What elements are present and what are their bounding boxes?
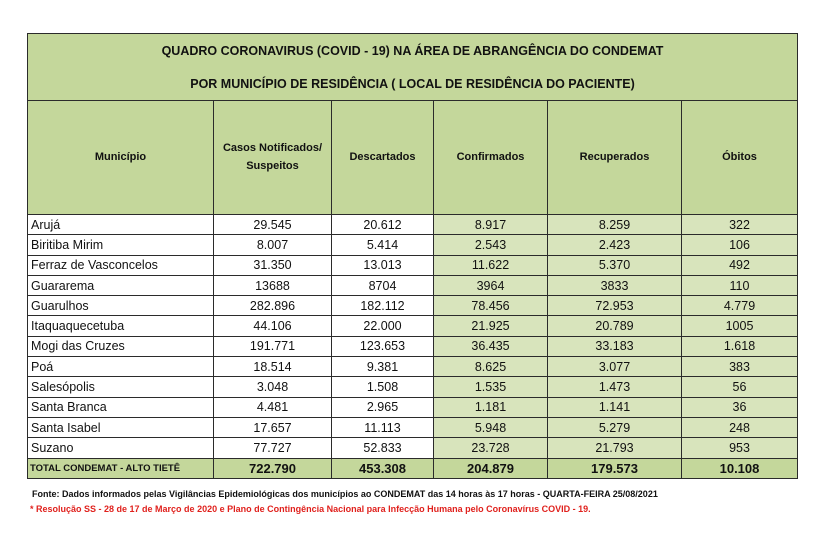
table-title-line1: QUADRO CORONAVIRUS (COVID - 19) NA ÁREA DE ABRANGÊNCIA DO CONDEMAT: [28, 34, 798, 69]
cell-descartados: 52.833: [332, 438, 434, 458]
total-label: TOTAL CONDEMAT - ALTO TIETÊ: [28, 458, 214, 478]
cell-confirmados: 21.925: [434, 316, 548, 336]
cell-confirmados: 36.435: [434, 336, 548, 356]
table-title-line2: POR MUNICÍPIO DE RESIDÊNCIA ( LOCAL DE RESIDÊNCIA DO PACIENTE): [28, 68, 798, 101]
total-recuperados: 179.573: [548, 458, 682, 478]
table-body: [28, 215, 798, 459]
cell-obitos: 36: [682, 397, 798, 417]
table-row: [28, 316, 798, 336]
cell-obitos: 4.779: [682, 296, 798, 316]
cell-municipio: Santa Isabel: [28, 417, 214, 437]
total-row: [28, 458, 798, 478]
header-descartados: Descartados: [332, 101, 434, 215]
cell-casos: 282.896: [214, 296, 332, 316]
source-note: Fonte: Dados informados pelas Vigilâncias Epidemiológicas dos municípios ao CONDEMAT das 14 horas às 17 horas - QUARTA-FEIRA 25/08/2021: [32, 489, 658, 499]
cell-casos: 44.106: [214, 316, 332, 336]
cell-descartados: 1.508: [332, 377, 434, 397]
table-row: [28, 438, 798, 458]
cell-confirmados: 23.728: [434, 438, 548, 458]
cell-municipio: Poá: [28, 357, 214, 377]
cell-casos: 8.007: [214, 235, 332, 255]
cell-casos: 31.350: [214, 255, 332, 275]
cell-recuperados: 1.141: [548, 397, 682, 417]
cell-confirmados: 8.917: [434, 215, 548, 235]
cell-casos: 191.771: [214, 336, 332, 356]
cell-obitos: 322: [682, 215, 798, 235]
cell-descartados: 9.381: [332, 357, 434, 377]
cell-recuperados: 3.077: [548, 357, 682, 377]
cell-municipio: Santa Branca: [28, 397, 214, 417]
cell-recuperados: 1.473: [548, 377, 682, 397]
cell-descartados: 8704: [332, 275, 434, 295]
cell-obitos: 106: [682, 235, 798, 255]
cell-confirmados: 3964: [434, 275, 548, 295]
title-row-1: [28, 34, 798, 69]
cell-confirmados: 2.543: [434, 235, 548, 255]
cell-municipio: Suzano: [28, 438, 214, 458]
cell-municipio: Arujá: [28, 215, 214, 235]
cell-obitos: 56: [682, 377, 798, 397]
cell-obitos: 492: [682, 255, 798, 275]
cell-casos: 4.481: [214, 397, 332, 417]
cell-obitos: 383: [682, 357, 798, 377]
cell-confirmados: 1.535: [434, 377, 548, 397]
total-descartados: 453.308: [332, 458, 434, 478]
column-header-row: [28, 101, 798, 215]
header-confirmados: Confirmados: [434, 101, 548, 215]
cell-descartados: 13.013: [332, 255, 434, 275]
cell-confirmados: 1.181: [434, 397, 548, 417]
cell-recuperados: 33.183: [548, 336, 682, 356]
total-casos: 722.790: [214, 458, 332, 478]
title-row-2: [28, 68, 798, 101]
cell-municipio: Ferraz de Vasconcelos: [28, 255, 214, 275]
cell-recuperados: 21.793: [548, 438, 682, 458]
cell-casos: 13688: [214, 275, 332, 295]
cell-recuperados: 72.953: [548, 296, 682, 316]
table-row: [28, 397, 798, 417]
cell-obitos: 1005: [682, 316, 798, 336]
cell-casos: 3.048: [214, 377, 332, 397]
cell-confirmados: 11.622: [434, 255, 548, 275]
cell-recuperados: 3833: [548, 275, 682, 295]
table-row: [28, 377, 798, 397]
cell-descartados: 5.414: [332, 235, 434, 255]
cell-municipio: Itaquaquecetuba: [28, 316, 214, 336]
cell-confirmados: 8.625: [434, 357, 548, 377]
covid-table: [27, 33, 798, 479]
table-row: [28, 336, 798, 356]
cell-obitos: 110: [682, 275, 798, 295]
cell-recuperados: 8.259: [548, 215, 682, 235]
total-obitos: 10.108: [682, 458, 798, 478]
cell-recuperados: 5.279: [548, 417, 682, 437]
cell-recuperados: 5.370: [548, 255, 682, 275]
cell-confirmados: 5.948: [434, 417, 548, 437]
cell-descartados: 22.000: [332, 316, 434, 336]
cell-casos: 29.545: [214, 215, 332, 235]
header-casos-line1: Casos Notificados/: [222, 142, 323, 155]
table-row: [28, 275, 798, 295]
cell-municipio: Guarulhos: [28, 296, 214, 316]
total-confirmados: 204.879: [434, 458, 548, 478]
header-recuperados: Recuperados: [548, 101, 682, 215]
table-row: [28, 417, 798, 437]
cell-descartados: 123.653: [332, 336, 434, 356]
cell-confirmados: 78.456: [434, 296, 548, 316]
cell-casos: 18.514: [214, 357, 332, 377]
cell-obitos: 248: [682, 417, 798, 437]
cell-municipio: Guararema: [28, 275, 214, 295]
table-row: [28, 357, 798, 377]
cell-descartados: 20.612: [332, 215, 434, 235]
cell-descartados: 2.965: [332, 397, 434, 417]
cell-descartados: 11.113: [332, 417, 434, 437]
resolution-note: * Resolução SS - 28 de 17 de Março de 2020 e Plano de Contingência Nacional para Infecção Humana pelo Coronavírus COVID - 19.: [30, 504, 591, 514]
cell-recuperados: 20.789: [548, 316, 682, 336]
table-row: [28, 255, 798, 275]
cell-municipio: Mogi das Cruzes: [28, 336, 214, 356]
cell-casos: 17.657: [214, 417, 332, 437]
cell-obitos: 953: [682, 438, 798, 458]
header-municipio: Município: [28, 101, 214, 215]
cell-descartados: 182.112: [332, 296, 434, 316]
table-row: [28, 215, 798, 235]
header-obitos: Óbitos: [682, 101, 798, 215]
cell-obitos: 1.618: [682, 336, 798, 356]
cell-municipio: Biritiba Mirim: [28, 235, 214, 255]
cell-recuperados: 2.423: [548, 235, 682, 255]
header-casos-line2: Suspeitos: [246, 159, 299, 172]
table-row: [28, 296, 798, 316]
cell-municipio: Salesópolis: [28, 377, 214, 397]
cell-casos: 77.727: [214, 438, 332, 458]
covid-report-sheet: [27, 33, 797, 479]
header-casos: [214, 101, 332, 215]
table-row: [28, 235, 798, 255]
